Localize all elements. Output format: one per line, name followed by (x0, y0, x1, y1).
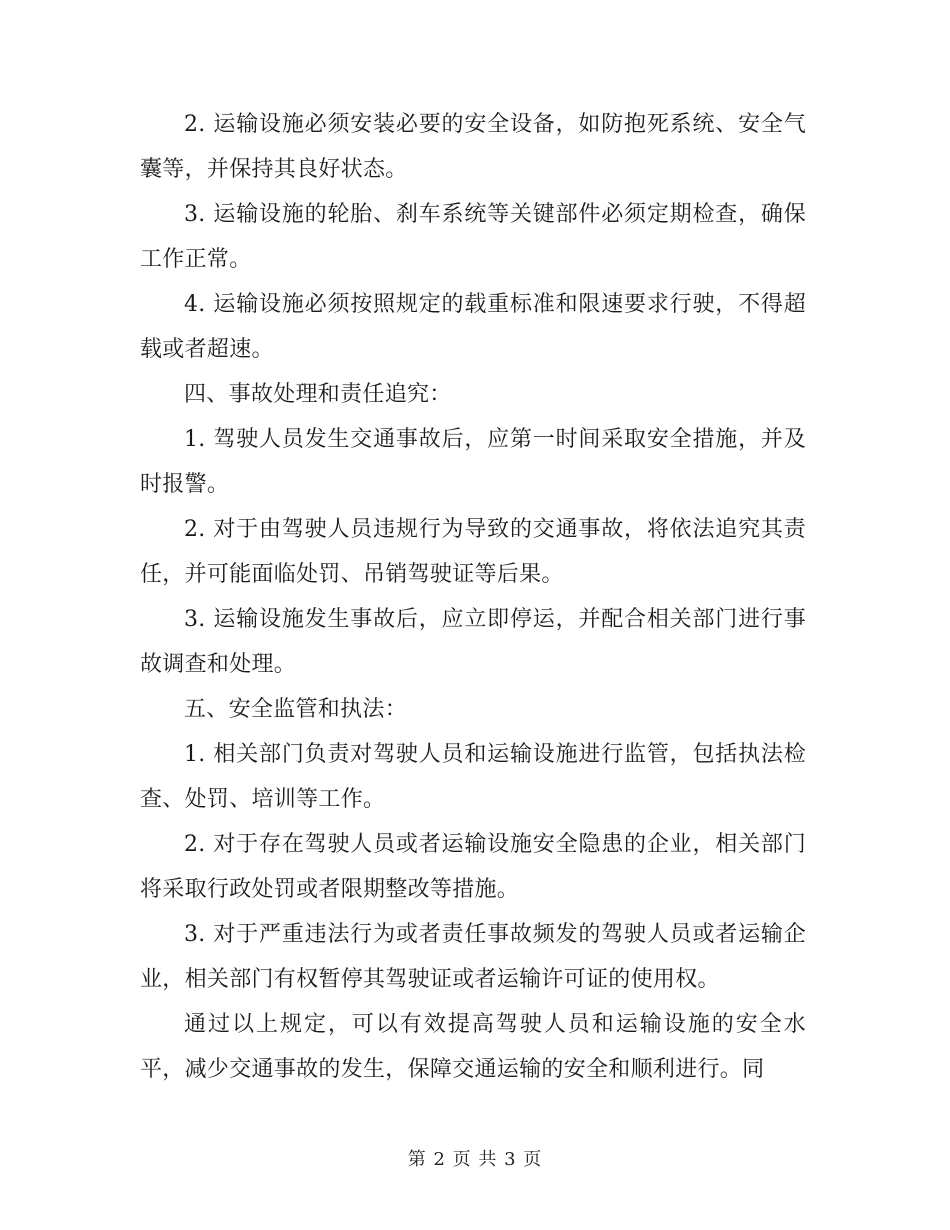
paragraph-tire-brake-inspection: 3. 运输设施的轮胎、刹车系统等关键部件必须定期检查，确保工作正常。 (140, 202, 806, 272)
paragraph-load-speed-limits: 4. 运输设施必须按照规定的载重标准和限速要求行驶，不得超载或者超速。 (140, 292, 806, 362)
paragraph-license-suspension: 3. 对于严重违法行为或者责任事故频发的驾驶人员或者运输企业，相关部门有权暂停其驾驶证或者运输许可证的使用权。 (140, 922, 806, 992)
paragraph-supervision-duties: 1. 相关部门负责对驾驶人员和运输设施进行监管，包括执法检查、处罚、培训等工作。 (140, 742, 806, 812)
paragraph-enterprise-penalties: 2. 对于存在驾驶人员或者运输设施安全隐患的企业，相关部门将采取行政处罚或者限期整改等措施。 (140, 832, 806, 902)
paragraph-accident-response: 1. 驾驶人员发生交通事故后，应第一时间采取安全措施，并及时报警。 (140, 427, 806, 497)
section-heading-accident-handling: 四、事故处理和责任追究： (184, 382, 452, 407)
page-number-footer: 第 2 页 共 3 页 (407, 1149, 543, 1170)
section-heading-supervision: 五、安全监管和执法： (184, 697, 408, 722)
document-body (140, 102, 806, 1092)
paragraph-liability: 2. 对于由驾驶人员违规行为导致的交通事故，将依法追究其责任，并可能面临处罚、吊销驾驶证等后果。 (140, 517, 806, 587)
paragraph-transport-safety-equipment: 2. 运输设施必须安装必要的安全设备，如防抱死系统、安全气囊等，并保持其良好状态。 (140, 112, 806, 182)
paragraph-conclusion: 通过以上规定，可以有效提高驾驶人员和运输设施的安全水平，减少交通事故的发生，保障交通运输的安全和顺利进行。同 (140, 1012, 806, 1082)
paragraph-accident-investigation: 3. 运输设施发生事故后，应立即停运，并配合相关部门进行事故调查和处理。 (140, 607, 806, 677)
